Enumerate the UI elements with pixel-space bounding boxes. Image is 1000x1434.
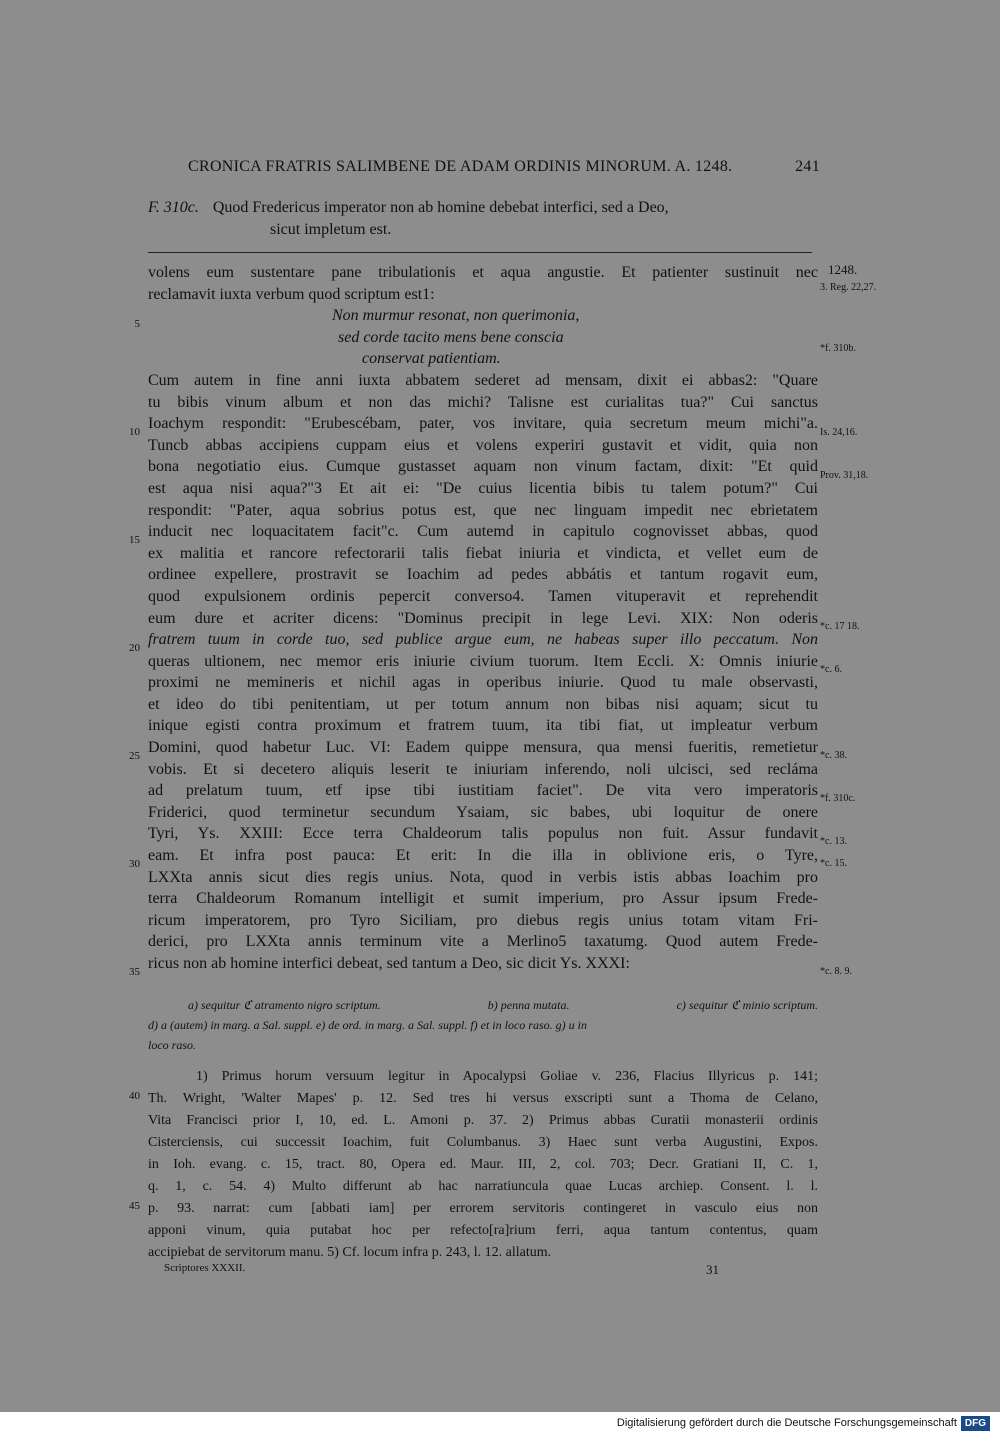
text-line: inducit nec loquacitatem facit"c. Cum autemd in capitulo cognovisset abbas, quod	[148, 523, 818, 541]
text-line: inique egisti contra proximum et fratrem tuum, ita tibi fiat, ut impleatur verbum	[148, 717, 818, 735]
commentary-line: in Ioh. evang. c. 15, tract. 80, Opera ed. Maur. III, 2, col. 703; Decr. Gratiani II, C. 1,	[148, 1157, 818, 1172]
line-number: 15	[129, 534, 140, 546]
text-line: fratrem tuum in corde tuo, sed publice argue eum, ne habeas super illo peccatum. Non	[148, 631, 818, 649]
text-line: ad prelatum tuum, etf ipse tibi iustitiam faciet". De vita vero imperatoris	[148, 782, 818, 800]
footnote-line-3: loco raso.	[148, 1038, 196, 1052]
text-line: proximi ne memineris et nichil agas in operibus iniurie. Quod tu male observasti,	[148, 674, 818, 692]
commentary-line: accipiebat de servitorum manu. 5) Cf. locum infra p. 243, l. 12. allatum.	[148, 1245, 552, 1260]
text-line: quod expulsionem ordinis pepercit converso4. Tamen vituperavit et reprehendit	[148, 587, 818, 605]
line-number: 40	[129, 1090, 140, 1102]
margin-note: *c. 17 18.	[820, 621, 860, 632]
margin-note: *c. 38.	[820, 750, 847, 761]
text-line: volens eum sustentare pane tribulationis et aqua angustie. Et patienter sustinuit nec	[148, 264, 818, 281]
text-line: eum dure et acriter dicens: "Dominus precipit in lege Levi. XIX: Non oderis	[148, 609, 818, 627]
text-line: et ideo do tibi penitentiam, ut per totum annum non bibas nisi aquam; sicut tu	[148, 695, 818, 713]
page-number: 241	[795, 158, 820, 175]
text-line: Friderici, quod terminetur secundum Ysaiam, sic babes, ubi loquitur de onere	[148, 803, 818, 821]
critical-apparatus	[148, 995, 818, 1055]
margin-note: Is. 24,16.	[820, 427, 858, 438]
footnote-line-2: d) a (autem) in marg. a Sal. suppl. e) de ord. in marg. a Sal. suppl. f) et in loco raso. g) u in	[148, 1018, 587, 1032]
footnote-b: b) penna mutata.	[487, 998, 570, 1012]
text-line: ordinee expellere, prostravit se Ioachim ad pedes abbátis et tantum rogavit eum,	[148, 566, 818, 584]
folio-ref: F. 310c.	[148, 199, 199, 216]
commentary-line: 1) Primus horum versuum legitur in Apocalypsi Goliae v. 236, Flacius Illyricus p. 141;	[196, 1069, 818, 1084]
margin-note: *f. 310b.	[820, 343, 856, 354]
text-line: derici, pro LXXta annis terminum vite a Merlino5 taxatumg. Quod autem Frede-	[148, 933, 818, 951]
margin-year: 1248.	[828, 262, 858, 277]
funding-banner	[0, 1412, 1000, 1434]
line-number: 35	[129, 966, 140, 978]
text-line: Domini, quod habetur Luc. VI: Eadem quippe mensura, qua mensi fueritis, remetietur	[148, 739, 818, 757]
text-line: terra Chaldeorum Romanum intelligit et sumit imperium, pro Assur ipsum Frede-	[148, 890, 818, 908]
text-line: ricus non ab homine interfici debeat, sed tantum a Deo, sic dicit Ys. XXXI:	[148, 955, 630, 972]
verse-line: Non murmur resonat, non querimonia,	[332, 307, 580, 325]
commentary-line: Vita Francisci prior I, 10, ed. L. Amoni p. 37. 2) Primus abbas Curatii monasterii ordinis	[148, 1113, 818, 1128]
footnote-a: a) sequitur ℭ atramento nigro scriptum.	[188, 998, 381, 1012]
margin-note: Prov. 31,18.	[820, 470, 869, 481]
margin-note: *c. 8. 9.	[820, 966, 852, 977]
text-line: respondit: "Pater, aqua sobrius potus est, que nec linguam impedit nec ebrietatem	[148, 501, 818, 519]
text-line: queras ultionem, nec memor eris iniurie civium tuorum. Item Eccli. X: Omnis iniurie	[148, 652, 818, 670]
funding-text: Digitalisierung gefördert durch die Deutsche Forschungsgemeinschaft	[616, 1417, 957, 1429]
line-number: 30	[129, 858, 140, 870]
verse-line: conservat patientiam.	[362, 350, 501, 368]
line-number: 45	[129, 1200, 140, 1212]
margin-note: *c. 6.	[820, 664, 842, 675]
running-title: CRONICA FRATRIS SALIMBENE DE ADAM ORDINIS MINORUM. A. 1248.	[188, 158, 733, 175]
text-line: bona negotiatio eius. Cumque gustasset aquam non vinum factam, dixit: "Et quid	[148, 458, 818, 476]
text-line: Tyri, Ys. XXIII: Ecce terra Chaldeorum talis populus non fuit. Assur fundavit	[148, 825, 818, 843]
sheet-number: 31	[706, 1262, 719, 1277]
text-line: Cum autem in fine anni iuxta abbatem sederet ad mensam, dixit ei abbas2: "Quare	[148, 371, 818, 389]
line-number: 20	[129, 642, 140, 654]
text-line: vobis. Et si decetero aliquis leserit te iniuriam inferendo, noli ulcisci, sed recláma	[148, 760, 818, 778]
line-number: 25	[129, 750, 140, 762]
commentary-line: Th. Wright, 'Walter Mapes' p. 12. Sed tres hi versus exscripti sunt a Thoma de Celano,	[148, 1091, 818, 1106]
text-line: est aqua nisi aqua?"3 Et ait ei: "De cuius licentia bibis tu talem potum?" Cui	[148, 479, 818, 497]
chapter-title-line-1: Quod Fredericus imperator non ab homine debebat interfici, sed a Deo,	[212, 199, 669, 216]
text-line: eam. Et infra post pauca: Et erit: In die illa in oblivione eris, o Tyre,	[148, 847, 818, 865]
commentary-line: apponi vinum, quia putabat hoc per refecto[ra]rium ferri, aqua tantum contentus, quam	[148, 1223, 818, 1238]
chapter-title-line-2: sicut impletum est.	[270, 221, 392, 238]
margin-note: *c. 15.	[820, 858, 847, 869]
commentary-line: p. 93. narrat: cum [abbati iam] per errorem servitoris contingeret in vasculo eius non	[148, 1201, 818, 1216]
line-number: 10	[129, 426, 140, 438]
text-line: Ioachym respondit: "Erubescébam, pater, vos invitare, quia secretum meum michi"a.	[148, 415, 818, 433]
running-head	[188, 158, 820, 176]
line-number: 5	[134, 318, 140, 330]
text-line: ex malitia et rancore refectorarii talis fiebat iniuria et vindicta, et vellet eum de	[148, 544, 818, 562]
main-text	[148, 262, 818, 975]
text-line: Tuncb abbas accipiens cuppam eius et volens experiri gustavit et vidit, quia non	[148, 436, 818, 454]
printer-signature: Scriptores XXXII.	[164, 1262, 246, 1274]
heading-rule	[148, 252, 812, 253]
text-line: LXXta annis sicut dies regis unius. Nota, quod in verbis istis abbas Ioachim pro	[148, 868, 818, 886]
text-line: ricum imperatorem, pro Tyro Siciliam, pro diebus regis unius totam vitam Fri-	[148, 911, 818, 929]
commentary-notes	[148, 1066, 818, 1264]
footnote-c: c) sequitur ℭ minio scriptum.	[676, 998, 818, 1012]
margin-note: 3. Reg. 22,27.	[820, 282, 877, 293]
commentary-line: Cisterciensis, cui successit Ioachim, fuit Columbanus. 3) Haec sunt verba Augustini, Expos.	[148, 1135, 818, 1150]
commentary-line: q. 1, c. 54. 4) Multo differunt ab hac narratiuncula quae Lucas archiep. Consent. l. l.	[148, 1179, 818, 1194]
verse-line: sed corde tacito mens bene conscia	[338, 328, 564, 346]
text-line: reclamavit iuxta verbum quod scriptum est1:	[148, 285, 435, 303]
margin-note: *f. 310c.	[820, 793, 856, 804]
text-line: tu bibis vinum album et non das michi? Talisne est curialitas tua?" Cui sanctus	[148, 393, 818, 411]
chapter-heading	[148, 197, 820, 241]
dfg-logo: DFG	[961, 1416, 990, 1431]
margin-note: *c. 13.	[820, 836, 847, 847]
